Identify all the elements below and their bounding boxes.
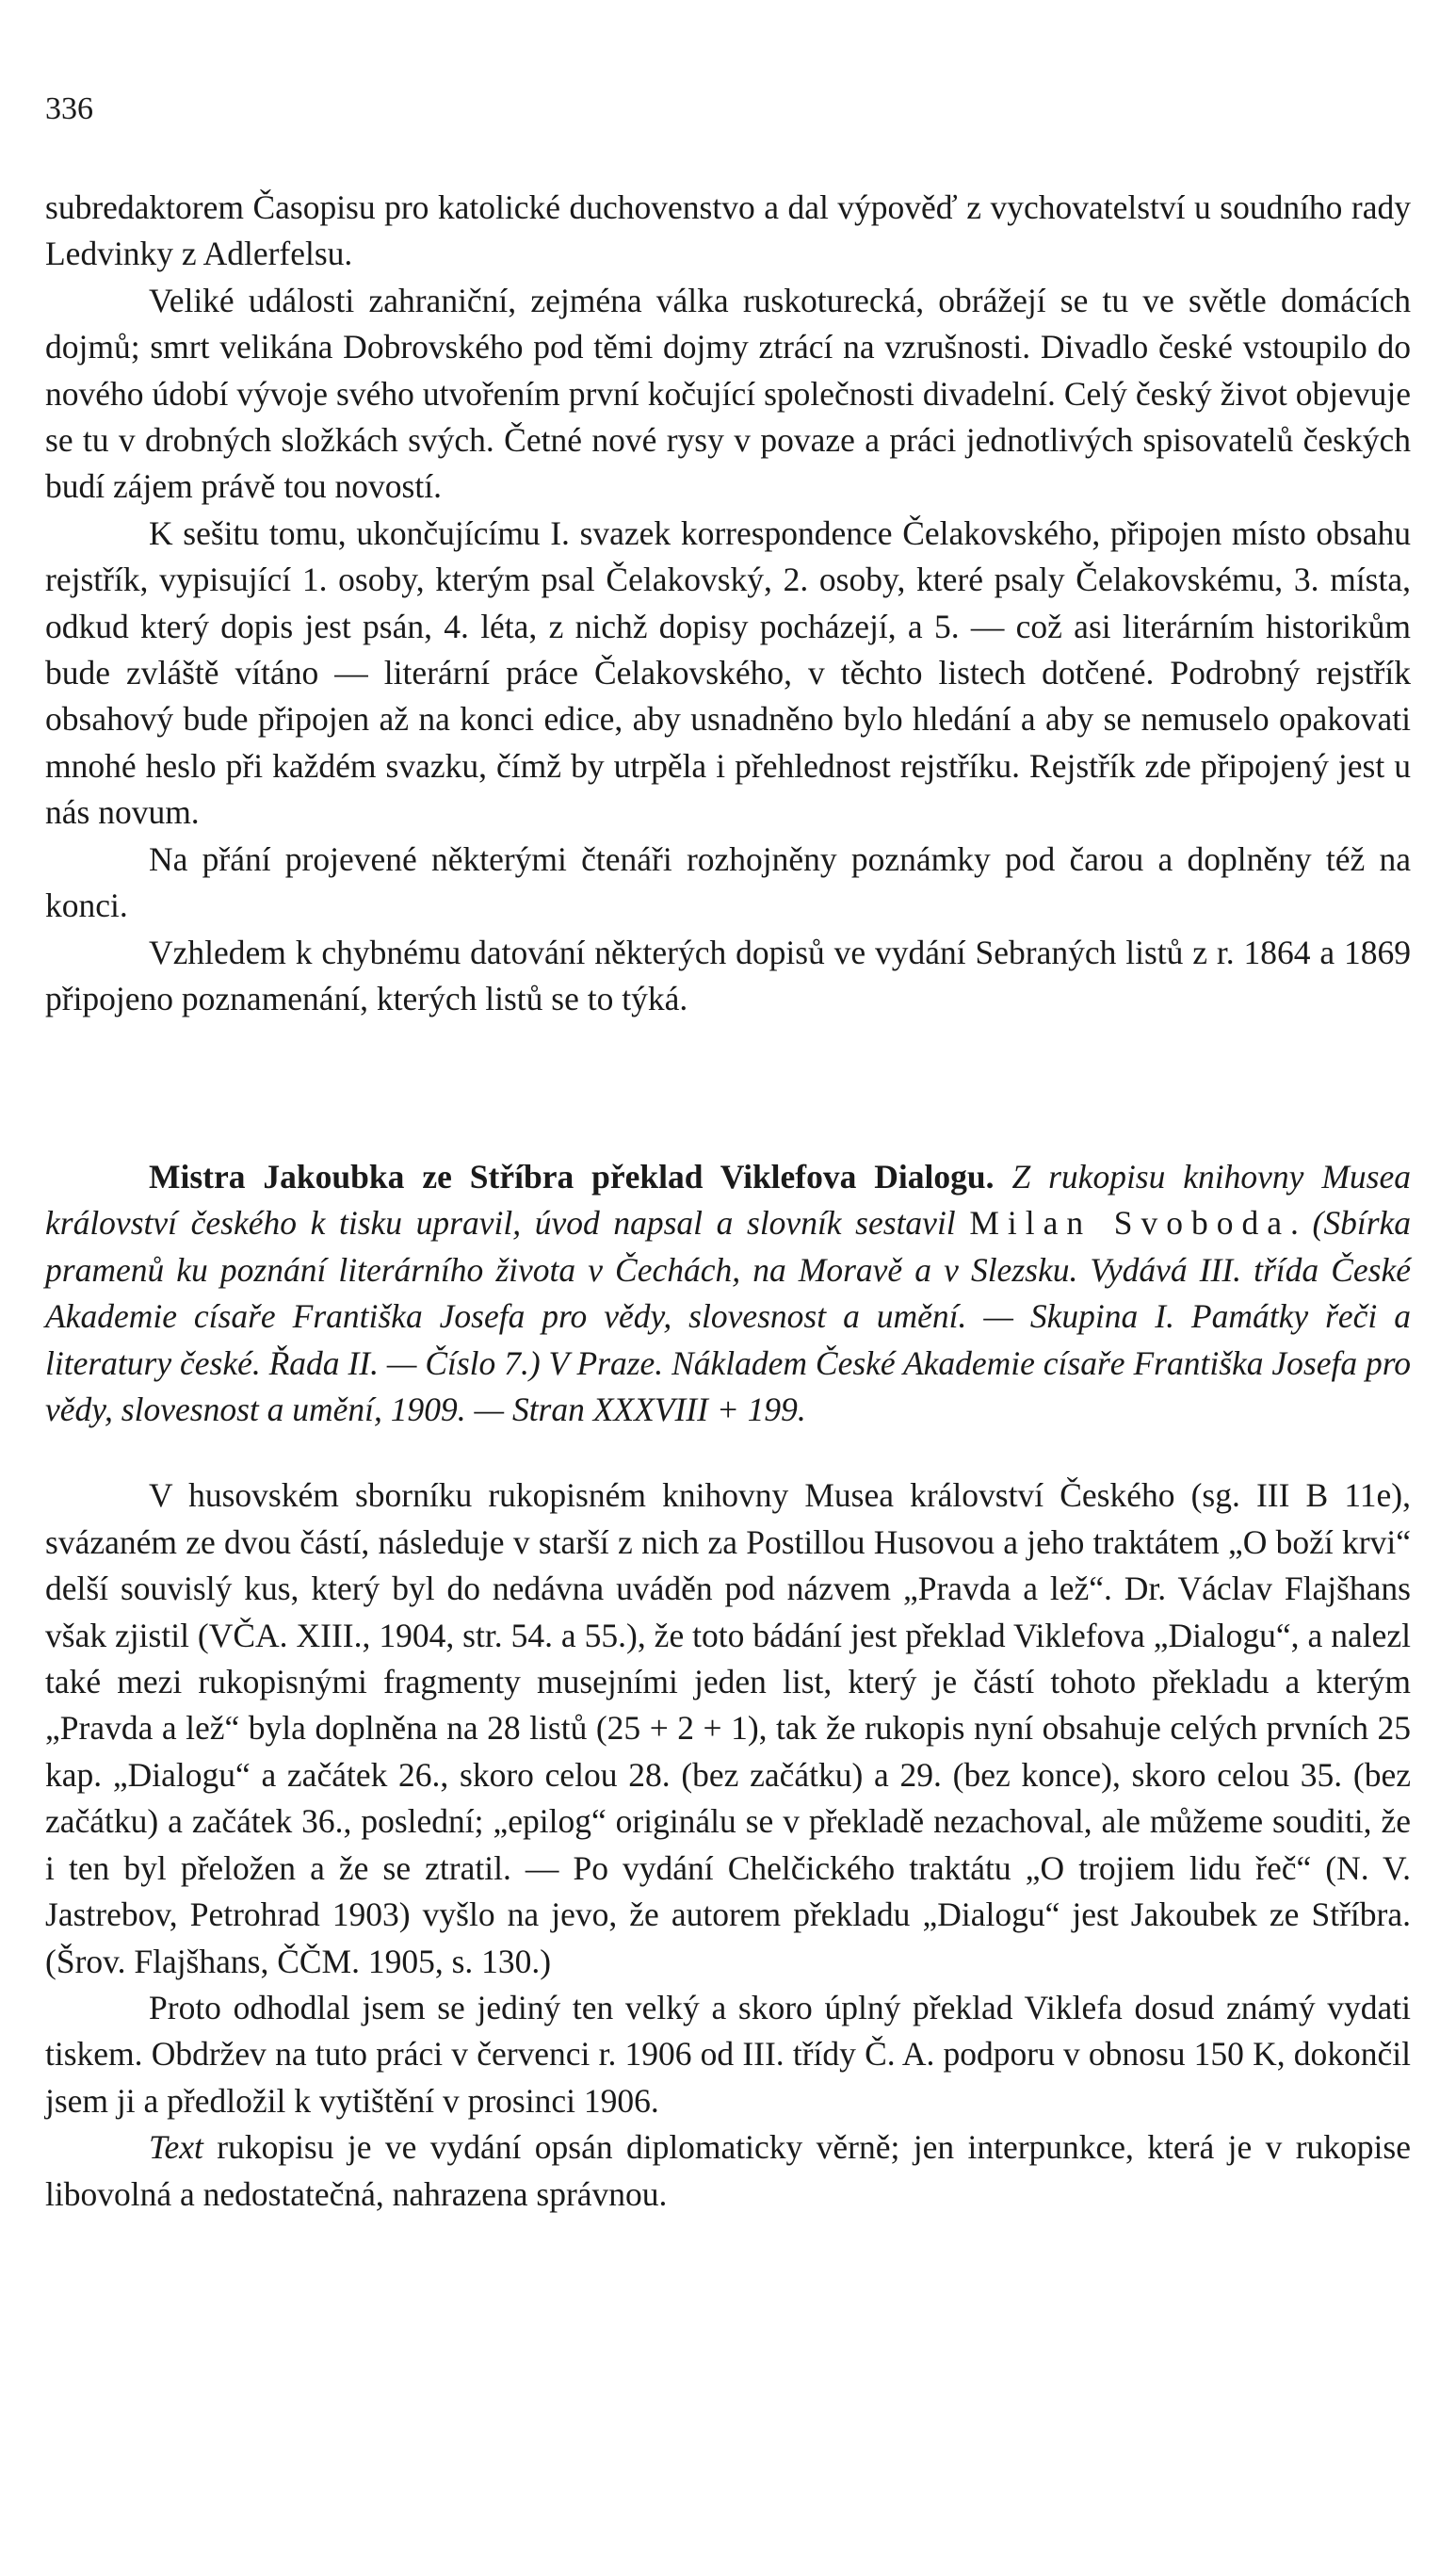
paragraph: Veliké události zahraniční, zejména válka ruskoturecká, obrážejí se tu ve světle domácích dojmů; smrt velikána Dobrovského pod těmi dojmy ztrácí na vzrušnosti. Divadlo české vstoupilo do nového údobí vývoje svého utvořením první kočující společnosti divadelní. Celý český život objevuje se tu v drobných složkách svých. Četné nové rysy v povaze a práci jednotlivých spisovatelů českých budí zájem právě tou novostí.	[45, 281, 1411, 506]
paragraph	[45, 2124, 1411, 2218]
book-title: Mistra Jakoubka ze Stříbra překlad Viklefova Dialogu.	[149, 1158, 995, 1196]
editor-name: Milan Svoboda	[969, 1204, 1290, 1243]
page-number: 336	[45, 91, 93, 126]
text-lead-word: Text	[149, 2128, 203, 2167]
review-section	[45, 1154, 1411, 2218]
paragraph: Proto odhodlal jsem se jediný ten velký a skoro úplný překlad Viklefa dosud známý vydati tiskem. Obdržev na tuto práci v červenci r. 1906 od III. třídy Č. A. podporu v obnosu 150 K, dokončil jsem ji a předložil k vytištění v prosinci 1906.	[45, 1988, 1411, 2120]
paragraph: subredaktorem Časopisu pro katolické duchovenstvo a dal výpověď z vychovatelství u soudního rady Ledvinky z Adlerfelsu.	[45, 188, 1411, 273]
paragraph: V husovském sborníku rukopisném knihovny Musea království Českého (sg. III B 11e), svázaném ze dvou částí, následuje v starší z nich za Postillou Husovou a jeho traktátem „O boží krvi“ delší souvislý kus, který byl do nedávna uváděn pod názvem „Pravda a lež“. Dr. Václav Flajšhans však zjistil (VČA. XIII., 1904, str. 54. a 55.), že toto bádání jest překlad Viklefova „Dialogu“, a nalezl také mezi rukopisnými fragmenty musejními jeden list, který je částí tohoto překladu a kterým „Pravda a lež“ byla doplněna na 28 listů (25 + 2 + 1), tak že rukopis nyní obsahuje celých prvních 25 kap. „Dialogu“ a začátek 26., skoro celou 28. (bez začátku) a 29. (bez konce), skoro celou 35. (bez začátku) a začátek 36., poslední; „epilog“ originálu se v překladě nezachoval, ale můžeme souditi, že i ten byl přeložen a že se ztratil. — Po vydání Chelčického traktátu „O trojiem lidu řeč“ (N. V. Jastrebov, Petrohrad 1903) vyšlo na jevo, že autorem překladu „Dialogu“ jest Jakoubek ze Stříbra. (Šrov. Flajšhans, ČČM. 1905, s. 130.)	[45, 1476, 1411, 1980]
book-subtitle: Z rukopisu knihovny Musea království českého k tisku upravil, úvod napsal a slovník sestavil	[45, 1158, 1411, 1243]
paragraph: Na přání projevené některými čtenáři rozhojněny poznámky pod čarou a doplněny též na konci.	[45, 839, 1411, 925]
book-series-info: (Sbírka pramenů ku poznání literárního života v Čechách, na Moravě a v Slezsku. Vydává III. třída České Akademie císaře Františka Josefa pro vědy, slovesnost a umění. — Skupina I. Památky řeči a literatury české. Řada II. — Číslo 7.) V Praze. Nákladem České Akademie císaře Františka Josefa pro vědy, slovesnost a umění, 1909. — Stran XXXVIII + 199.	[45, 1204, 1412, 1429]
body-text-top	[45, 185, 1411, 1022]
review-heading: Mistra Jakoubka ze Stříbra překlad Viklefova Dialogu. Z rukopisu knihovny Musea království českého k tisku upravil, úvod napsal a slovník sestavil Milan Svoboda. (Sbírka pramenů ku poznání literárního života v Čechách, na Moravě a v Slezsku. Vydává III. třída České Akademie císaře Františka Josefa pro vědy, slovesnost a umění. — Skupina I. Památky řeči a literatury české. Řada II. — Číslo 7.) V Praze. Nákladem České Akademie císaře Františka Josefa pro vědy, slovesnost a umění, 1909. — Stran XXXVIII + 199.	[45, 1158, 1412, 1429]
paragraph: Vzhledem k chybnému datování některých dopisů ve vydání Sebraných listů z r. 1864 a 1869 připojeno poznamenání, kterých listů se to týká.	[45, 933, 1411, 1017]
paragraph-text: rukopisu je ve vydání opsán diplomaticky věrně; jen interpunkce, která je v rukopise libovolná a nedostatečná, nahrazena správnou.	[45, 2128, 1411, 2213]
paragraph: K sešitu tomu, ukončujícímu I. svazek korrespondence Čelakovského, připojen místo obsahu rejstřík, vypisující 1. osoby, kterým psal Čelakovský, 2. osoby, které psaly Čelakovskému, 3. místa, odkud který dopis jest psán, 4. léta, z nichž dopisy pocházejí, a 5. — což asi literárním historikům bude zvláště vítáno — literární práce Čelakovského, v těchto listech dotčené. Podrobný rejstřík obsahový bude připojen až na konci edice, aby usnadněno bylo hledání a aby se nemuselo opakovati mnohé heslo při každém svazku, čímž by utrpěla i přehlednost rejstříku. Rejstřík zde připojený jest u nás novum.	[45, 513, 1411, 832]
